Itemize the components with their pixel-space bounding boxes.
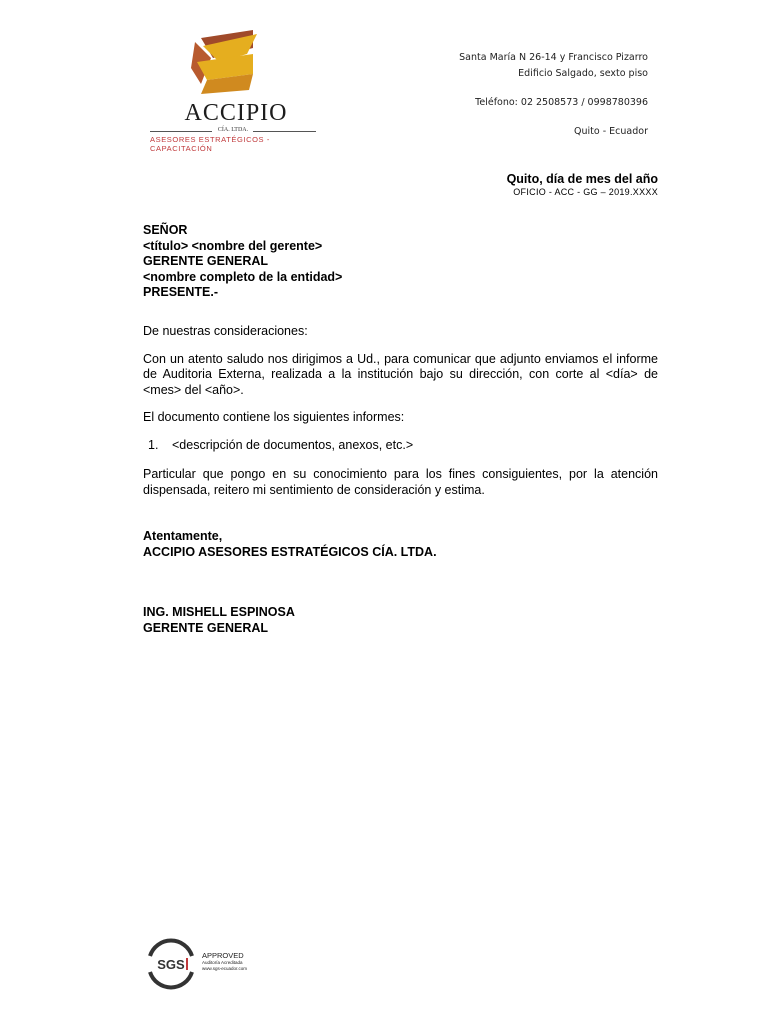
closing-regards: Atentamente, [143,529,223,543]
list-item [148,438,658,454]
recipient-entity: <nombre completo de la entidad> [143,269,343,284]
closing-block [143,529,437,560]
sgs-logo-text: SGS [157,957,185,972]
recipient-name: <título> <nombre del gerente> [143,238,323,253]
logo-subtitle: CÍA. LTDA. [217,127,249,133]
seal-website: www.sgs-ecuador.com [202,966,248,971]
signer-name: ING. MISHELL ESPINOSA [143,605,295,619]
recipient-position: GERENTE GENERAL [143,254,269,269]
certification-seal [144,938,264,990]
letter-body [143,324,658,498]
address-line1: Santa María N 26-14 y Francisco Pizarro [459,52,648,63]
recipient-salutation: SEÑOR [143,223,188,237]
reference-number: OFICIO - ACC - GG – 2019.XXXX [513,187,658,197]
address-line2: Edificio Salgado, sexto piso [518,68,648,79]
logo-name: ACCIPIO [184,100,288,126]
phone: Teléfono: 02 2508573 / 0998780396 [475,97,648,108]
paragraph-2: El documento contiene los siguientes informes: [143,410,405,424]
recipient-block [143,223,342,301]
date-line: Quito, día de mes del año [506,172,658,186]
seal-line2: Auditoría Acreditada [202,960,243,965]
seal-text [202,952,247,972]
paragraph-3: Particular que pongo en su conocimiento para los fines consiguientes, por la atención dispensada, reitero mi sentimiento de consideración y estima. [143,467,658,497]
company-logo [146,28,321,153]
address-block [459,50,648,140]
city: Quito - Ecuador [574,126,648,137]
logo-divider-right [253,131,316,132]
recipient-presente: PRESENTE.- [143,285,219,300]
paragraph-1: Con un atento saludo nos dirigimos a Ud., para comunicar que adjunto enviamos el informe de Auditoria Externa, realizada a la institución bajo su dirección, con corte al <día> de <mes> del <año>. [143,351,658,397]
seal-approved: APPROVED [202,951,244,960]
accipio-logo-mark [191,28,263,98]
sgs-seal-icon [144,938,198,990]
date-block [507,172,658,197]
signer-title: GERENTE GENERAL [143,620,269,635]
logo-divider-left [150,131,212,132]
list-item-number: 1. [148,437,159,452]
closing-company: ACCIPIO ASESORES ESTRATÉGICOS CÍA. LTDA. [143,544,437,559]
logo-tagline: ASESORES ESTRATÉGICOS - CAPACITACIÓN [150,135,270,153]
greeting: De nuestras consideraciones: [143,324,308,338]
list-item-text: <descripción de documentos, anexos, etc.> [172,437,414,452]
signer-block [143,605,295,636]
